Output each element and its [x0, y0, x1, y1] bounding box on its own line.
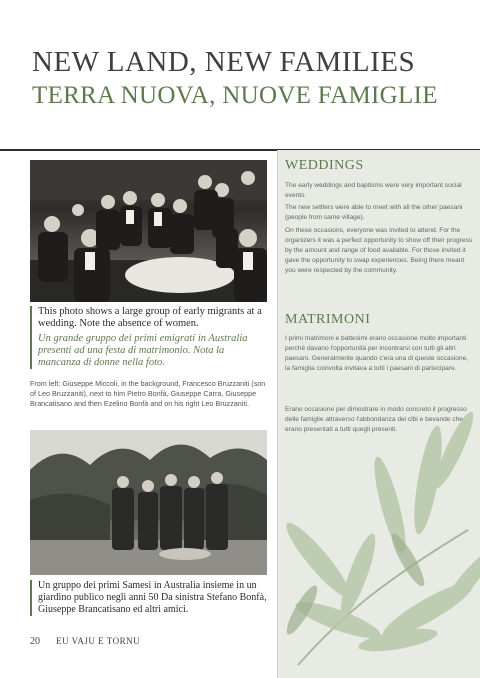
weddings-heading: WEDDINGS: [285, 158, 364, 173]
wedding-photo-image: [30, 160, 267, 302]
weddings-paragraph-1: The early weddings and baptisms were very important social events.: [285, 182, 462, 199]
wedding-caption-en: This photo shows a large group of early migrants at a wedding. Note the absence of women.: [38, 306, 262, 329]
wedding-caption: [30, 306, 267, 369]
matrimoni-heading: MATRIMONI: [285, 312, 371, 327]
page-number: 20: [30, 636, 40, 647]
matrimoni-paragraph-2: Erano occasione per dimostrare in modo concreto il progresso delle famiglie attraverso l'abbondanza dei cibi e bevande che erano presentati a tutti quegli presenti.: [285, 406, 467, 433]
garden-caption-text: Un gruppo dei primi Samesi in Australia insieme in un giardino publico negli anni 50 Da sinistra Stefano Bonfà, Giuseppe Brancatisano ed altri amici.: [38, 580, 267, 615]
page-subtitle: TERRA NUOVA, NUOVE FAMIGLIE: [32, 82, 438, 109]
olive-branch-illustration: [278, 410, 480, 670]
publication-title: EU VAJU E TORNU: [56, 636, 141, 646]
wedding-photo-credit: From left: Giuseppe Miccoli, in the background, Francesco Bruzzaniti (son of Leo Bruzzaniti), next to him Pietro Bonfà, Giuseppe Carra, Giuseppe Brancatisano and then Ezelino Bonfà and on his right Leo Bruzzaniti.: [30, 379, 266, 408]
weddings-paragraph-3: On these occasions, everyone was invited to attend. For the organizers it was a perfect opportunity to show off their progress by the amount and range of food available. For those invited it gave the opportunity to swap experiences. Being there meant you were respected by the community.: [285, 227, 473, 274]
weddings-paragraph-2: The new settlers were able to meet with all the other paesani (people from same village).: [285, 204, 463, 221]
wedding-photo: [30, 160, 267, 302]
wedding-caption-it: Un grande gruppo dei primi emigrati in Australia presenti ad una festa di matrimonio. Nota la mancanza di donne nella foto.: [38, 333, 248, 368]
garden-photo-image: [30, 430, 267, 575]
garden-caption: [30, 580, 267, 616]
garden-photo: [30, 430, 267, 575]
matrimoni-paragraph-1: I primi matrimoni e battesimi erano occasione molto importanti perché davano l'opportunità per incontrarsi con tutti gli altri paesani. Generalmente quando c'era una di queste occasione, la famiglia coinvolta invitava a tutti i paesani di partecipare.: [285, 335, 469, 372]
page-title: NEW LAND, NEW FAMILIES: [32, 46, 416, 78]
